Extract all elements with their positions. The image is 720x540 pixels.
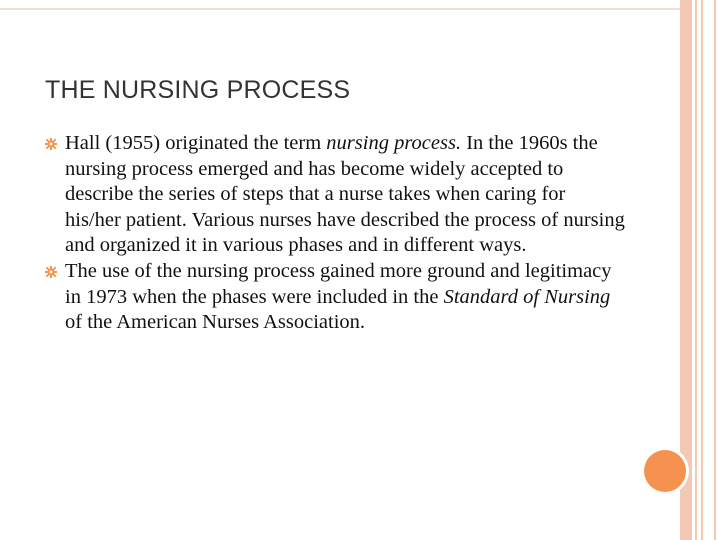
right-border-line [714, 0, 716, 540]
slide-title: THE NURSING PROCESS [45, 76, 351, 104]
bullet-list [0, 131, 680, 336]
decorative-circle [644, 450, 686, 492]
text-segment: In the 1960s the nursing process emerged and has become widely accepted to describe the series of steps that a nurse takes when caring for his/her patient. Various nurses have described the process of nursing and organized it in various phases and in different ways. [65, 132, 625, 257]
italic-text-segment: nursing process. [326, 132, 462, 154]
gear-bullet-icon [45, 138, 57, 150]
text-segment: The use of the nursing process gained more ground and legitimacy in 1973 when the phases were included in the [65, 259, 612, 308]
bullet-item [0, 131, 625, 259]
right-border-line [695, 0, 697, 540]
top-rule [0, 8, 680, 10]
right-border-line [701, 0, 703, 540]
text-segment: Hall (1955) originated the term [65, 132, 327, 154]
bullet-text [65, 260, 612, 333]
bullet-item [0, 259, 625, 336]
gear-bullet-icon [45, 266, 57, 278]
italic-text-segment: Standard of Nursing [443, 285, 611, 308]
bullet-text [65, 132, 625, 256]
text-segment: of the American Nurses Association. [65, 311, 366, 334]
